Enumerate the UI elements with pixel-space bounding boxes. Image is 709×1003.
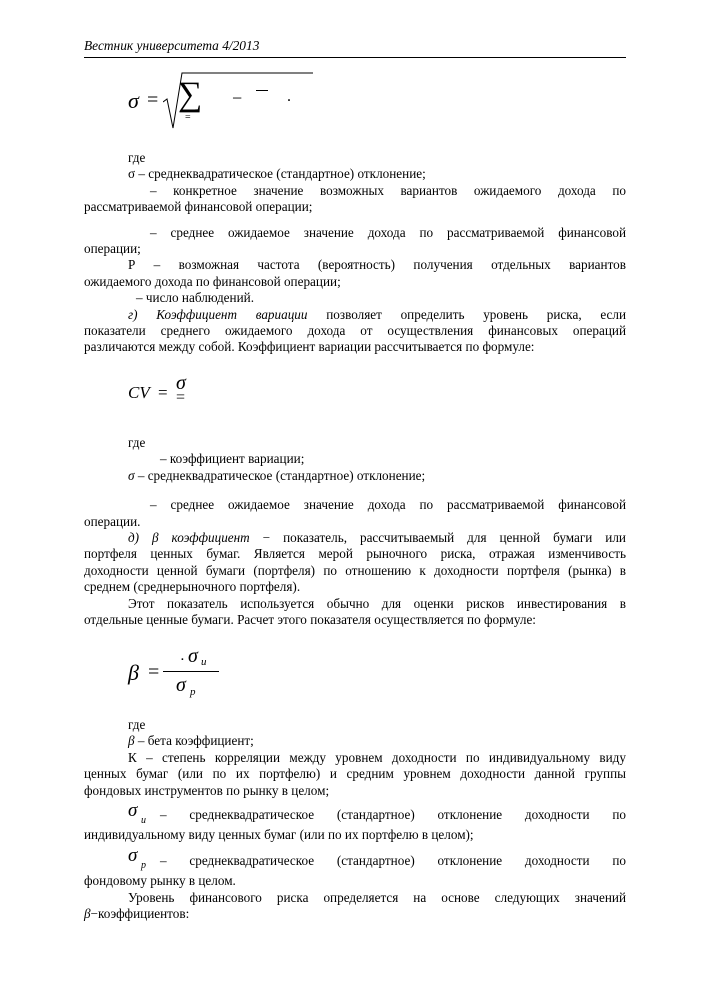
- sigma-i-definition-line1: – среднеквадратическое (стандартное) отклонение доходности по: [160, 807, 626, 823]
- formula-cv-lhs: CV: [128, 383, 150, 402]
- sigma-p-symbol: σ: [128, 845, 138, 867]
- cv-definition: – коэффициент вариации;: [160, 451, 305, 467]
- formula-beta-den-sigma: σ: [176, 674, 186, 696]
- where-label-3: где: [128, 717, 146, 732]
- cv-intro-text: позволяет определить уровень риска, если: [326, 306, 626, 322]
- risk-level-text: −коэффициентов:: [90, 906, 190, 922]
- formula-sigma-dot: .: [287, 88, 291, 105]
- sigma-p-definition-row: [84, 846, 626, 873]
- usage-line1: Этот показатель используется обычно для оценки рисков инвестирования в: [128, 595, 626, 611]
- p-definition-line2: ожидаемого дохода по финансовой операции;: [84, 273, 341, 289]
- cv-intro-line2: показатели среднего ожидаемого дохода от осуществления финансовых операций: [84, 323, 626, 339]
- formula-sigma-minus: −: [232, 88, 243, 108]
- formula-sigma-bar: [256, 90, 268, 91]
- k-definition-line1: К – степень корреляции между уровнем доходности по индивидуальному виду: [128, 749, 626, 765]
- formula-cv-numerator: σ: [176, 372, 186, 394]
- formula-beta-num-sigma: σ: [188, 645, 198, 667]
- k-definition-line3: фондовых инструментов по рынку в целом;: [84, 782, 330, 798]
- usage-line2: отдельные ценные бумаги. Расчет этого показателя осуществляется по формуле:: [84, 612, 536, 628]
- sigma-i-subscript: и: [141, 815, 146, 827]
- mean-definition-line2: операции;: [84, 241, 141, 257]
- mean-definition-2-line2: операции.: [84, 513, 141, 529]
- beta-heading: д) β коэффициент: [128, 530, 250, 546]
- k-definition-line2: ценных бумаг (или по их портфелю) и средним уровнем доходности данной группы: [84, 766, 626, 782]
- beta-symbol-2: β: [84, 906, 91, 922]
- beta-intro-line3: доходности ценной бумаги (портфеля) по отношению к доходности портфеля (рынка) в: [84, 562, 626, 578]
- sigma-definition-2: [84, 468, 626, 484]
- formula-beta-lhs: β: [128, 660, 139, 685]
- formula-beta-eq: =: [148, 661, 160, 683]
- risk-level-line1: Уровень финансового риска определяется на основе следующих значений: [128, 889, 626, 905]
- sigma-i-definition-row: [84, 801, 626, 827]
- sigma-i-symbol: σ: [128, 800, 138, 822]
- journal-header: Вестник университета 4/2013: [84, 38, 260, 53]
- formula-sigma-sum-sub: =: [185, 112, 191, 123]
- cv-intro-line3: различаются между собой. Коэффициент вариации рассчитывается по формуле:: [84, 339, 535, 355]
- formula-beta-fraction-bar: [163, 671, 219, 672]
- formula-cv-denominator: =: [176, 389, 186, 406]
- formula-cv-eq: =: [158, 383, 168, 402]
- beta-intro-line2: портфеля ценных бумаг. Является мерой рыночного риска, отражая изменчивость: [84, 546, 626, 562]
- sigma-p-definition-line2: фондовому рынку в целом.: [84, 873, 236, 889]
- beta-intro-line1: [84, 530, 626, 546]
- cv-intro-line1: [84, 307, 626, 323]
- beta-definition-text: – бета коэффициент;: [137, 733, 254, 749]
- formula-beta-num-dot: ⋅: [180, 653, 185, 668]
- mean-definition-line1: – среднее ожидаемое значение дохода по рассматриваемой финансовой: [150, 224, 626, 240]
- block-3: [84, 717, 626, 923]
- formula-beta-num-sub: и: [201, 656, 207, 668]
- header-rule: [84, 57, 626, 58]
- sigma-definition-text: – среднеквадратическое (стандартное) отклонение;: [137, 467, 426, 483]
- cv-heading: г) Коэффициент вариации: [128, 306, 308, 322]
- where-label: где: [128, 150, 146, 165]
- sigma-i-definition-line2: индивидуальному виду ценных бумаг (или по их портфелю в целом);: [84, 827, 474, 843]
- p-definition-line1: Р – возможная частота (вероятность) получения отдельных вариантов: [128, 257, 626, 273]
- formula-sigma-eq: =: [147, 89, 159, 111]
- formula-sigma-lhs: σ: [128, 88, 139, 113]
- beta-intro-text: − показатель, рассчитываемый для ценной бумаги или: [262, 530, 626, 546]
- n-definition: – число наблюдений.: [136, 290, 254, 306]
- beta-definition: [84, 733, 626, 749]
- formula-beta-den-sub: p: [190, 686, 196, 698]
- beta-intro-line4: среднем (среднерыночного портфеля).: [84, 579, 301, 595]
- formula-sigma-sum: ∑: [178, 76, 203, 113]
- mean-definition-2-line1: – среднее ожидаемое значение дохода по рассматриваемой финансовой: [150, 497, 626, 513]
- sigma-p-definition-line1: – среднеквадратическое (стандартное) отклонение доходности по: [160, 853, 626, 869]
- block-1: [84, 150, 626, 356]
- where-label-2: где: [128, 435, 146, 450]
- xi-definition-line2: рассматриваемой финансовой операции;: [84, 199, 313, 215]
- sigma-definition: σ – среднеквадратическое (стандартное) отклонение;: [128, 166, 426, 182]
- xi-definition-line1: – конкретное значение возможных вариантов ожидаемого дохода по: [150, 182, 626, 198]
- sigma-symbol: σ: [128, 467, 135, 483]
- risk-level-line2: [84, 906, 626, 922]
- beta-symbol: β: [128, 733, 135, 749]
- block-2: [84, 435, 626, 628]
- sigma-p-subscript: p: [141, 860, 146, 872]
